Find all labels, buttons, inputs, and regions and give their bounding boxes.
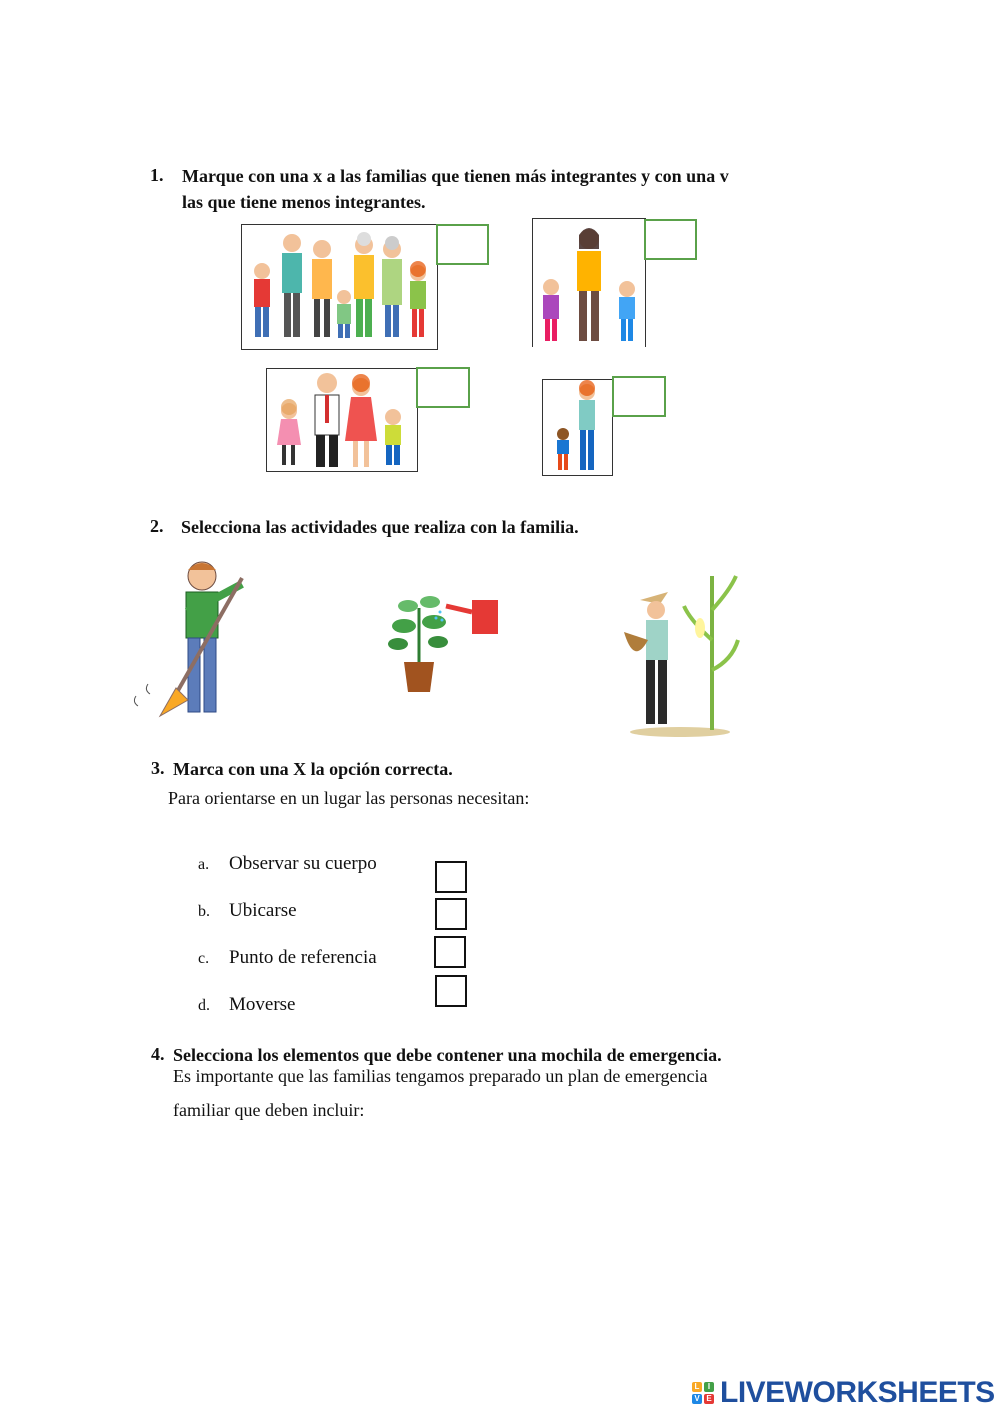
q2-number: 2. [150, 516, 164, 536]
q3-prompt: Para orientarse en un lugar las personas necesitan: [168, 788, 530, 808]
watering-plant-activity-image[interactable] [368, 572, 500, 697]
large-family-image [241, 224, 438, 350]
q4-text: Selecciona los elementos que debe contener una mochila de emergencia. [173, 1045, 722, 1065]
q3-option-c-label: Punto de referencia [229, 947, 377, 968]
q3-option-b-label: Ubicarse [229, 900, 297, 921]
sweeping-activity-image[interactable] [130, 556, 255, 724]
logo-brand-text: LIVEWORKSHEETS [720, 1376, 995, 1409]
mother-two-children-image [532, 218, 646, 347]
family-person-icon [254, 232, 426, 338]
q3-checkbox-d[interactable] [435, 975, 467, 1007]
q1-number: 1. [150, 165, 164, 185]
liveworksheets-logo [692, 1376, 995, 1410]
q2-text: Selecciona las actividades que realiza con la familia. [181, 517, 579, 537]
q4-number: 4. [151, 1044, 165, 1064]
parents-two-children-image [266, 368, 418, 472]
family-person-icon [543, 228, 635, 341]
q3-option-d-label: Moverse [229, 994, 296, 1015]
harvesting-corn-activity-image[interactable] [620, 570, 740, 738]
q3-text: Marca con una X la opción correcta. [173, 759, 453, 779]
q4-line1: Es importante que las familias tengamos preparado un plan de emergencia [173, 1066, 708, 1086]
q3-option-c-letter: c. [198, 950, 210, 967]
q3-option-a-letter: a. [198, 856, 210, 873]
mother-one-child-image [542, 379, 613, 476]
logo-grid-letter: E [704, 1394, 714, 1404]
family-person-icon [277, 373, 401, 467]
answer-box-parents-two-children[interactable] [416, 367, 470, 408]
answer-box-mother-one-child[interactable] [612, 376, 666, 417]
q3-checkbox-a[interactable] [435, 861, 467, 893]
logo-grid-letter: L [692, 1382, 702, 1392]
answer-box-mother-two-children[interactable] [644, 219, 697, 260]
family-person-icon [557, 380, 595, 470]
logo-grid-letter: I [704, 1382, 714, 1392]
q3-number: 3. [151, 758, 165, 778]
q3-option-d-letter: d. [198, 997, 210, 1014]
q3-checkbox-c[interactable] [434, 936, 466, 968]
logo-grid-icon [692, 1382, 714, 1404]
q1-text [182, 163, 822, 215]
q3-option-b-letter: b. [198, 903, 210, 920]
q3-option-a-label: Observar su cuerpo [229, 853, 377, 874]
q3-checkbox-b[interactable] [435, 898, 467, 930]
q4-line2: familiar que deben incluir: [173, 1100, 365, 1120]
q1-text-line2: las que tiene menos integrantes. [182, 192, 426, 212]
q1-text-line1: Marque con una x a las familias que tienen más integrantes y con una v [182, 166, 729, 186]
logo-grid-letter: V [692, 1394, 702, 1404]
answer-box-large-family[interactable] [436, 224, 489, 265]
